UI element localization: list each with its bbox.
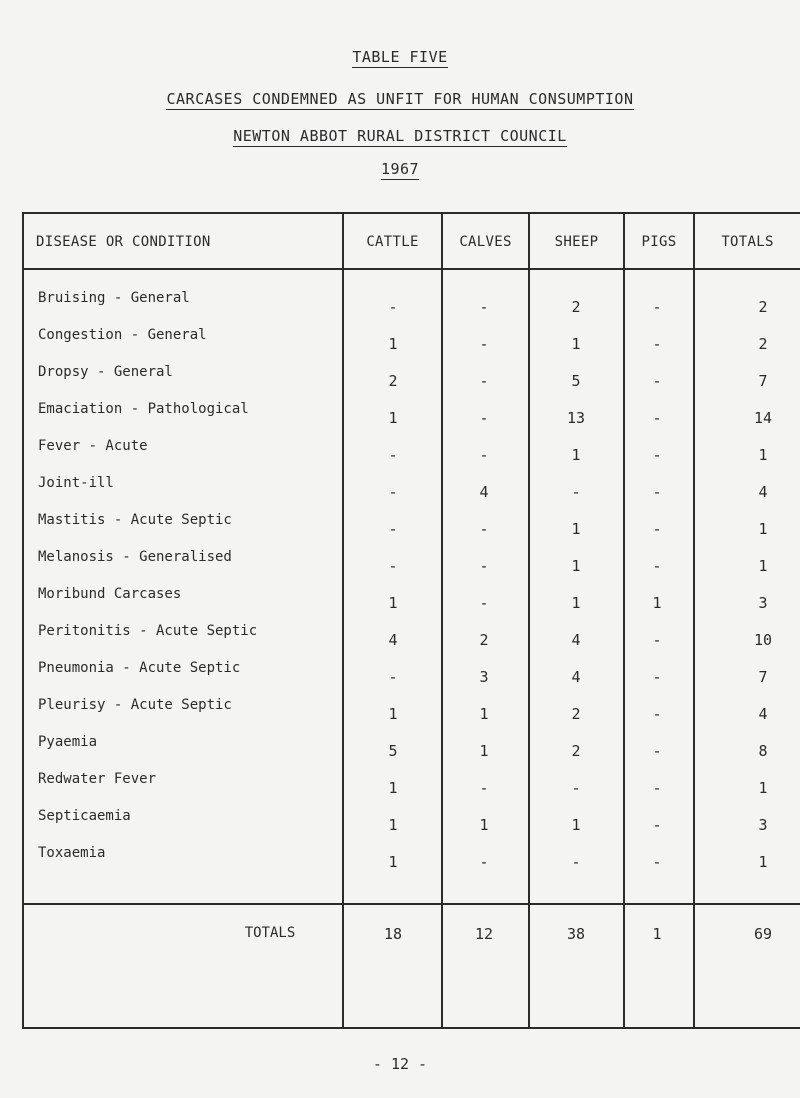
cell-calves: 2 xyxy=(479,631,489,649)
cell-cattle: 1 xyxy=(388,705,398,723)
cell-sheep: 2 xyxy=(571,705,581,723)
cell-sheep: 1 xyxy=(571,594,581,612)
cell-total: 3 xyxy=(758,816,768,834)
row-condition-label: Moribund Carcases xyxy=(38,586,182,602)
row-condition-label: Joint-ill xyxy=(38,475,114,491)
cell-calves: - xyxy=(479,409,489,427)
cell-sheep: - xyxy=(571,853,581,871)
totals-grand: 69 xyxy=(753,925,773,943)
cell-calves: - xyxy=(479,335,489,353)
totals-row-label: TOTALS xyxy=(244,925,296,941)
row-condition-label: Pneumonia - Acute Septic xyxy=(38,660,241,676)
col-divider-pigs xyxy=(623,212,625,1029)
cell-pigs: - xyxy=(652,816,662,834)
cell-total: 7 xyxy=(758,668,768,686)
cell-cattle: 1 xyxy=(388,594,398,612)
totals-calves: 12 xyxy=(474,925,494,943)
cell-total: 2 xyxy=(758,298,768,316)
row-condition-label: Septicaemia xyxy=(38,808,131,824)
cell-sheep: 1 xyxy=(571,446,581,464)
row-condition-label: Pleurisy - Acute Septic xyxy=(38,697,232,713)
table-bottom-border xyxy=(22,1027,800,1029)
cell-cattle: 1 xyxy=(388,853,398,871)
col-divider-sheep xyxy=(528,212,530,1029)
table-subtitle: CARCASES CONDEMNED AS UNFIT FOR HUMAN CONSUMPTION xyxy=(166,90,634,108)
cell-calves: - xyxy=(479,594,489,612)
row-condition-label: Redwater Fever xyxy=(38,771,157,787)
cell-total: 14 xyxy=(753,409,773,427)
cell-calves: - xyxy=(479,853,489,871)
cell-cattle: 1 xyxy=(388,816,398,834)
col-divider-calves xyxy=(441,212,443,1029)
row-condition-label: Dropsy - General xyxy=(38,364,173,380)
cell-total: 8 xyxy=(758,742,768,760)
cell-total: 4 xyxy=(758,483,768,501)
cell-pigs: - xyxy=(652,557,662,575)
cell-sheep: 1 xyxy=(571,520,581,538)
cell-sheep: 2 xyxy=(571,298,581,316)
cell-pigs: - xyxy=(652,372,662,390)
row-condition-label: Melanosis - Generalised xyxy=(38,549,232,565)
totals-divider xyxy=(22,903,800,905)
council-name: NEWTON ABBOT RURAL DISTRICT COUNCIL xyxy=(233,127,567,145)
cell-calves: 4 xyxy=(479,483,489,501)
col-divider-cattle xyxy=(342,212,344,1029)
table-number-heading: TABLE FIVE xyxy=(352,48,448,66)
cell-calves: - xyxy=(479,557,489,575)
cell-sheep: 2 xyxy=(571,742,581,760)
report-year: 1967 xyxy=(380,160,420,178)
cell-cattle: - xyxy=(388,298,398,316)
cell-pigs: - xyxy=(652,409,662,427)
cell-pigs: - xyxy=(652,335,662,353)
cell-pigs: - xyxy=(652,298,662,316)
row-condition-label: Mastitis - Acute Septic xyxy=(38,512,232,528)
cell-total: 10 xyxy=(753,631,773,649)
cell-pigs: - xyxy=(652,446,662,464)
cell-total: 3 xyxy=(758,594,768,612)
cell-total: 1 xyxy=(758,853,768,871)
cell-sheep: 1 xyxy=(571,557,581,575)
cell-sheep: - xyxy=(571,779,581,797)
cell-total: 1 xyxy=(758,520,768,538)
table-top-border xyxy=(22,212,800,214)
column-header-pigs: PIGS xyxy=(641,234,677,250)
cell-cattle: 5 xyxy=(388,742,398,760)
cell-total: 1 xyxy=(758,446,768,464)
cell-calves: - xyxy=(479,446,489,464)
row-condition-label: Bruising - General xyxy=(38,290,190,306)
cell-pigs: - xyxy=(652,853,662,871)
cell-pigs: - xyxy=(652,483,662,501)
cell-total: 2 xyxy=(758,335,768,353)
cell-calves: 1 xyxy=(479,816,489,834)
row-condition-label: Toxaemia xyxy=(38,845,106,861)
cell-pigs: - xyxy=(652,742,662,760)
cell-sheep: 4 xyxy=(571,631,581,649)
totals-sheep: 38 xyxy=(566,925,586,943)
cell-pigs: - xyxy=(652,668,662,686)
row-condition-label: Peritonitis - Acute Septic xyxy=(38,623,258,639)
cell-cattle: 1 xyxy=(388,335,398,353)
cell-cattle: - xyxy=(388,483,398,501)
cell-pigs: - xyxy=(652,705,662,723)
row-condition-label: Fever - Acute xyxy=(38,438,148,454)
cell-sheep: 13 xyxy=(566,409,586,427)
cell-calves: - xyxy=(479,298,489,316)
row-condition-label: Pyaemia xyxy=(38,734,98,750)
cell-pigs: - xyxy=(652,779,662,797)
table-left-border xyxy=(22,212,24,1029)
cell-cattle: - xyxy=(388,520,398,538)
cell-calves: - xyxy=(479,372,489,390)
cell-total: 1 xyxy=(758,557,768,575)
cell-total: 7 xyxy=(758,372,768,390)
page-number: - 12 - xyxy=(372,1055,428,1073)
cell-calves: 1 xyxy=(479,742,489,760)
cell-calves: 3 xyxy=(479,668,489,686)
cell-cattle: - xyxy=(388,446,398,464)
row-condition-label: Emaciation - Pathological xyxy=(38,401,249,417)
row-condition-label: Congestion - General xyxy=(38,327,207,343)
cell-pigs: 1 xyxy=(652,594,662,612)
cell-calves: 1 xyxy=(479,705,489,723)
totals-pigs: 1 xyxy=(652,925,662,943)
cell-total: 1 xyxy=(758,779,768,797)
column-header-cattle: CATTLE xyxy=(366,234,419,250)
cell-cattle: 2 xyxy=(388,372,398,390)
cell-cattle: - xyxy=(388,557,398,575)
cell-pigs: - xyxy=(652,631,662,649)
cell-cattle: - xyxy=(388,668,398,686)
header-divider xyxy=(22,268,800,270)
cell-total: 4 xyxy=(758,705,768,723)
cell-calves: - xyxy=(479,520,489,538)
col-divider-totals xyxy=(693,212,695,1029)
cell-sheep: 1 xyxy=(571,816,581,834)
cell-calves: - xyxy=(479,779,489,797)
cell-cattle: 1 xyxy=(388,779,398,797)
totals-cattle: 18 xyxy=(383,925,403,943)
cell-sheep: 5 xyxy=(571,372,581,390)
cell-pigs: - xyxy=(652,520,662,538)
cell-cattle: 4 xyxy=(388,631,398,649)
cell-cattle: 1 xyxy=(388,409,398,427)
column-header-condition: DISEASE OR CONDITION xyxy=(36,234,211,250)
column-header-calves: CALVES xyxy=(459,234,512,250)
cell-sheep: - xyxy=(571,483,581,501)
column-header-totals: TOTALS xyxy=(721,234,774,250)
cell-sheep: 1 xyxy=(571,335,581,353)
column-header-sheep: SHEEP xyxy=(554,234,599,250)
cell-sheep: 4 xyxy=(571,668,581,686)
